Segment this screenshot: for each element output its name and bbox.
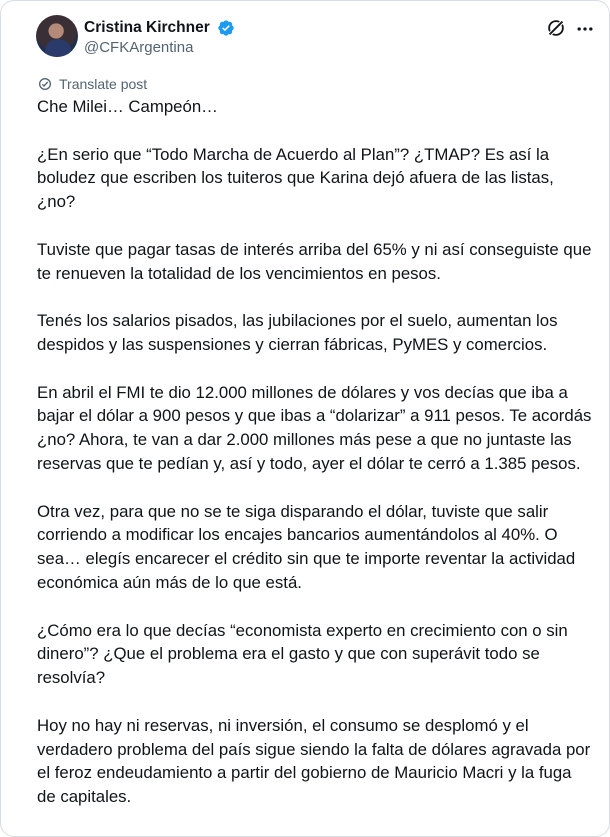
more-options-icon[interactable] bbox=[575, 19, 595, 39]
author-handle[interactable]: @CFKArgentina bbox=[84, 39, 194, 56]
post-paragraph: Hoy no hay ni reservas, ni inversión, el consumo se desplomó y el verdadero problema del país sigue siendo la falta de dólares agravada por el feroz endeudamiento a partir del gobierno de Mauricio Macri y la fuga de capitales. bbox=[37, 715, 591, 807]
translate-post-label: Translate post bbox=[59, 76, 148, 92]
post-paragraph: Tenés los salarios pisados, las jubilaciones por el suelo, aumentan los despidos y las suspensiones y cierran fábricas, PyMES y comercios. bbox=[37, 311, 558, 354]
post-paragraph: Otra vez, para que no se te siga disparando el dólar, tuviste que salir corriendo a modificar los encajes bancarios aumentándolos al 40%. O sea… elegís encarecer el crédito sin que te importe reventar la actividad económica aún más de lo que está. bbox=[37, 501, 576, 592]
avatar[interactable] bbox=[36, 15, 78, 57]
post-paragraph: Tuviste que pagar tasas de interés arriba del 65% y ni así conseguiste que te renueven la totalidad de los vencimientos en pesos. bbox=[37, 239, 592, 283]
verified-badge-icon bbox=[217, 19, 235, 37]
post-paragraph: En abril el FMI te dio 12.000 millones de dólares y vos decías que iba a bajar el dólar a 900 pesos y que ibas a “dolarizar” a 911 pesos. Te acordás ¿no? Ahora, te van a dar 2.000 millones más pese a que no juntaste las reservas que te pedían y, así y todo, ayer el dólar te cerró a 1.385 pesos. bbox=[37, 382, 592, 473]
grok-icon[interactable] bbox=[545, 17, 567, 39]
post-paragraph: ¿Cómo era lo que decías “economista experto en crecimiento con o sin dinero”? ¿Que el problema era el gasto y que con superávit todo se resolvía? bbox=[37, 620, 568, 688]
post-header bbox=[32, 15, 592, 63]
post-text bbox=[37, 95, 592, 809]
translate-icon bbox=[37, 76, 53, 92]
author-block bbox=[84, 18, 235, 58]
post-paragraph: Che Milei… Campeón… bbox=[37, 97, 218, 116]
post-paragraph: ¿En serio que “Todo Marcha de Acuerdo al Plan”? ¿TMAP? Es así la boludez que escriben los tuiteros que Karina dejó afuera de las listas, ¿no? bbox=[37, 144, 554, 212]
author-display-name[interactable]: Cristina Kirchner bbox=[84, 19, 210, 36]
translate-post-link[interactable] bbox=[37, 75, 147, 93]
